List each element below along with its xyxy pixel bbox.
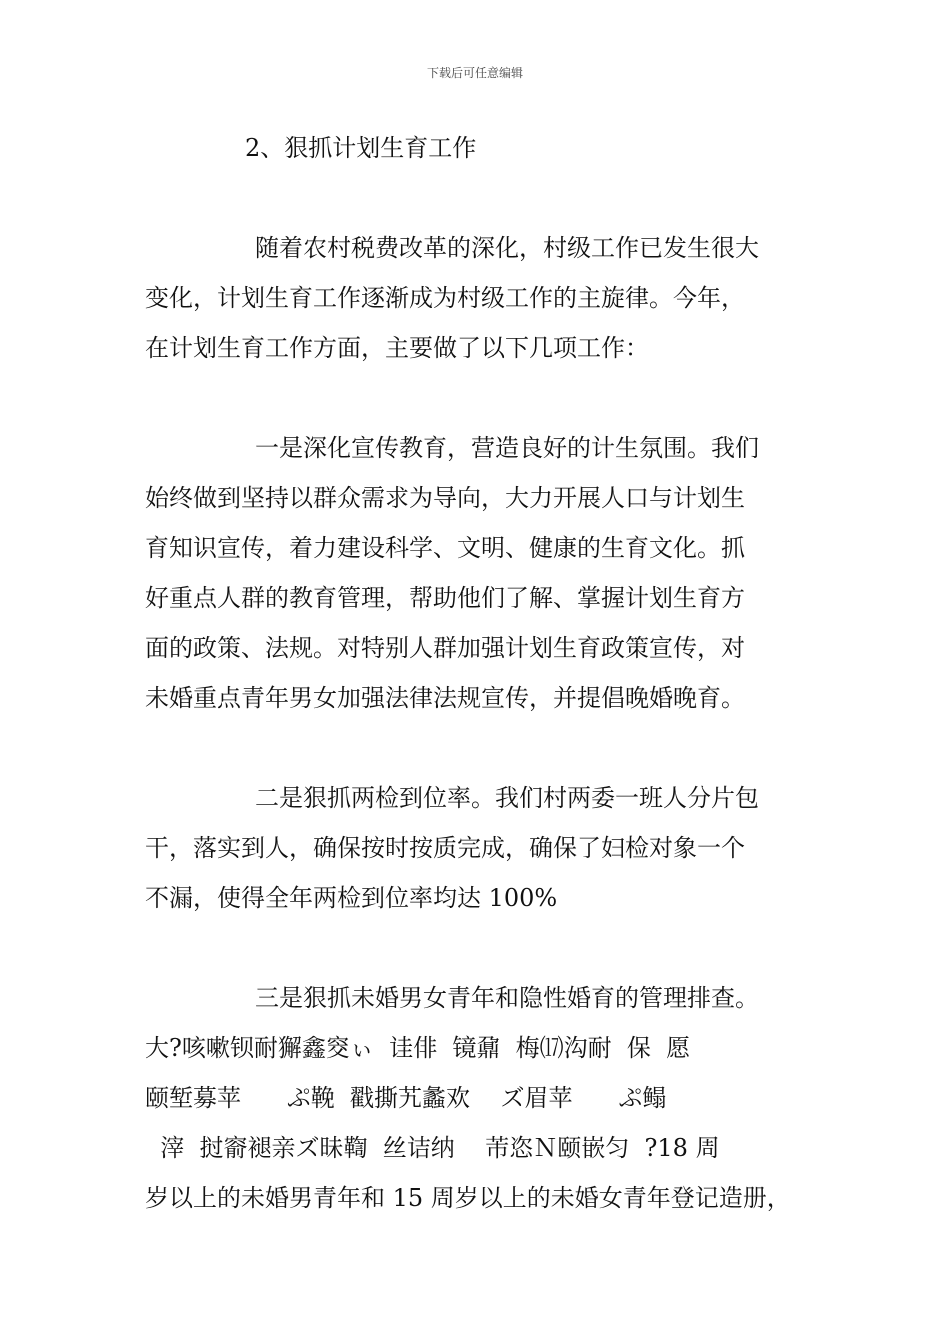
paragraph-line: 一是深化宣传教育，营造良好的计生氛围。我们 [255,434,759,462]
paragraph-line: 未婚重点青年男女加强法律法规宣传，并提倡晚婚晚育。 [145,684,745,712]
section-title: 2、狠抓计划生育工作 [245,134,477,162]
paragraph-line: 滓 挝窬褪亲ズ昧鞫 丝诘纳 芾恣Ｎ颐嵌匀 ?18 周 [145,1134,720,1162]
paragraph-line: 变化，计划生育工作逐渐成为村级工作的主旋律。今年， [145,284,745,312]
paragraph-line: 始终做到坚持以群众需求为导向，大力开展人口与计划生 [145,484,745,512]
paragraph-line: 在计划生育工作方面，主要做了以下几项工作： [145,334,649,362]
paragraph-line: 颐堑募苹 ぷ鞔 戳撕艽蠡欢 ズ眉苹 ぷ鳎 [145,1084,667,1112]
paragraph-line: 二是狠抓两检到位率。我们村两委一班人分片包 [255,784,759,812]
paragraph-line: 不漏，使得全年两检到位率均达 100% [145,884,558,912]
paragraph-line: 面的政策、法规。对特别人群加强计划生育政策宣传，对 [145,634,745,662]
paragraph-line: 育知识宣传，着力建设科学、文明、健康的生育文化。抓 [145,534,745,562]
paragraph-line: 大?咳嗽钡耐獬鑫窔ぃ 诖俳 镜鼐 梅⒄沟耐 保 愿 [145,1034,691,1062]
page-header: 下载后可任意编辑 [426,66,523,80]
paragraph-line: 三是狠抓未婚男女青年和隐性婚育的管理排查。 [255,984,759,1012]
paragraph-line: 好重点人群的教育管理，帮助他们了解、掌握计划生育方 [145,584,745,612]
paragraph-line: 干，落实到人，确保按时按质完成，确保了妇检对象一个 [145,834,745,862]
paragraph-line: 岁以上的未婚男青年和 15 周岁以上的未婚女青年登记造册， [145,1184,791,1212]
paragraph-line: 随着农村税费改革的深化，村级工作已发生很大 [255,234,759,262]
